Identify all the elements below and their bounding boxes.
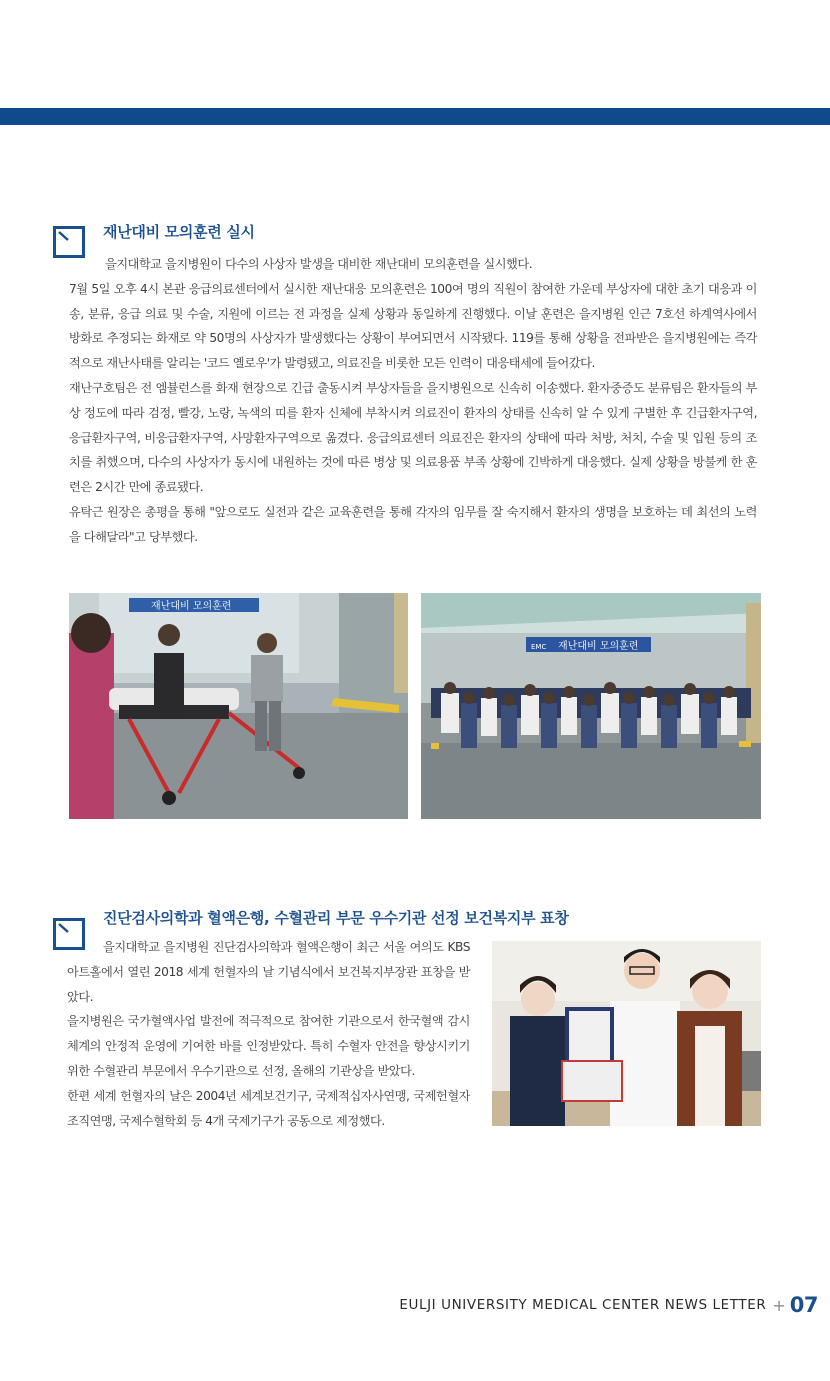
article-paragraph: 을지병원은 국가혈액사업 발전에 적극적으로 참여한 기관으로서 한국혈액 감시체계의 안정적 운영에 기여한 바를 인정받았다. 특히 수혈자 안전을 향상시키기 위한 수혈관리 부문에서 우수기관으로 선정, 올해의 기관상을 받았다. [67,1014,470,1078]
disaster-drill-article [69,252,757,550]
photo-sign-text: 재난대비 모의훈련 [558,641,639,652]
award-ceremony-photo [492,941,761,1126]
photo-sign-text: 재난대비 모의훈련 [151,601,232,612]
article-paragraph: 재난구호팀은 전 엠뷸런스를 화재 현장으로 긴급 출동시켜 부상자들을 을지병원으로 신속히 이송했다. 환자중증도 분류팀은 환자들의 부상 정도에 따라 검정, 빨강, 노랑, 녹색의 띠를 환자 신체에 부착시켜 의료진이 환자의 상태를 신속히 알 수 있게 구별한 후 긴급환자구역, 응급환자구역, 비응급환자구역, 사망환자구역으로 옮겼다. 응급의료센터 의료진은 환자의 상태에 따라 처방, 처치, 수술 및 입원 등의 조치를 취했으며, 다수의 사상자가 동시에 내원하는 것에 따른 병상 및 의료용품 부족 상황에 긴박하게 대응했다. 실제 상황을 방불케 한 훈련은 2시간 만에 종료됐다. [69,380,757,495]
footer-publication-name: EULJI UNIVERSITY MEDICAL CENTER NEWS LETTER [399,1297,767,1313]
header-color-bar [0,108,830,125]
article-paragraph: 유탁근 원장은 총평을 통해 "앞으로도 실전과 같은 교육훈련을 통해 각자의 임무를 잘 숙지해서 환자의 생명을 보호하는 데 최선의 노력을 다해달라"고 당부했다. [69,504,757,544]
article-paragraph: 7월 5일 오후 4시 본관 응급의료센터에서 실시한 재난대응 모의훈련은 100여 명의 직원이 참여한 가운데 부상자에 대한 초기 대응과 이송, 분류, 응급 의료 및 수술, 지원에 이르는 전 과정을 실제 상황과 동일하게 진행했다. 이날 훈련은 을지병원 인근 7호선 하계역사에서 방화로 추정되는 화재로 약 50명의 사상자가 발생했다는 상황이 부여되면서 시작됐다. 119를 통해 상황을 전파받은 을지병원에는 즉각적으로 재난사태를 알리는 '코드 옐로우'가 발령됐고, 의료진을 비롯한 모든 인력이 대응태세에 들어갔다. [69,281,757,371]
section-title-blood-bank-award: 진단검사의학과 혈액은행, 수혈관리 부문 우수기관 선정 보건복지부 표창 [103,909,569,927]
section-title-disaster-drill: 재난대비 모의훈련 실시 [103,223,255,241]
page-number: 07 [789,1293,818,1317]
article-paragraph: 한편 세계 헌혈자의 날은 2004년 세계보건기구, 국제적십자사연맹, 국제헌혈자조직연맹, 국제수혈학회 등 4개 국제기구가 공동으로 제정했다. [67,1088,470,1128]
drill-group-photo [421,593,761,819]
footer-plus-separator: + [772,1295,786,1315]
article-paragraph: 을지대학교 을지병원이 다수의 사상자 발생을 대비한 재난대비 모의훈련을 실시했다. [105,257,533,271]
drill-stretcher-photo [69,593,408,819]
photo-sign-badge: EMC [531,643,547,651]
article-paragraph: 을지대학교 을지병원 진단검사의학과 혈액은행이 최근 서울 여의도 KBS 아트홀에서 열린 2018 세계 헌혈자의 날 기념식에서 보건복지부장관 표창을 받았다. [67,940,470,1004]
blood-bank-article [67,935,470,1133]
newsletter-footer [399,1293,818,1317]
